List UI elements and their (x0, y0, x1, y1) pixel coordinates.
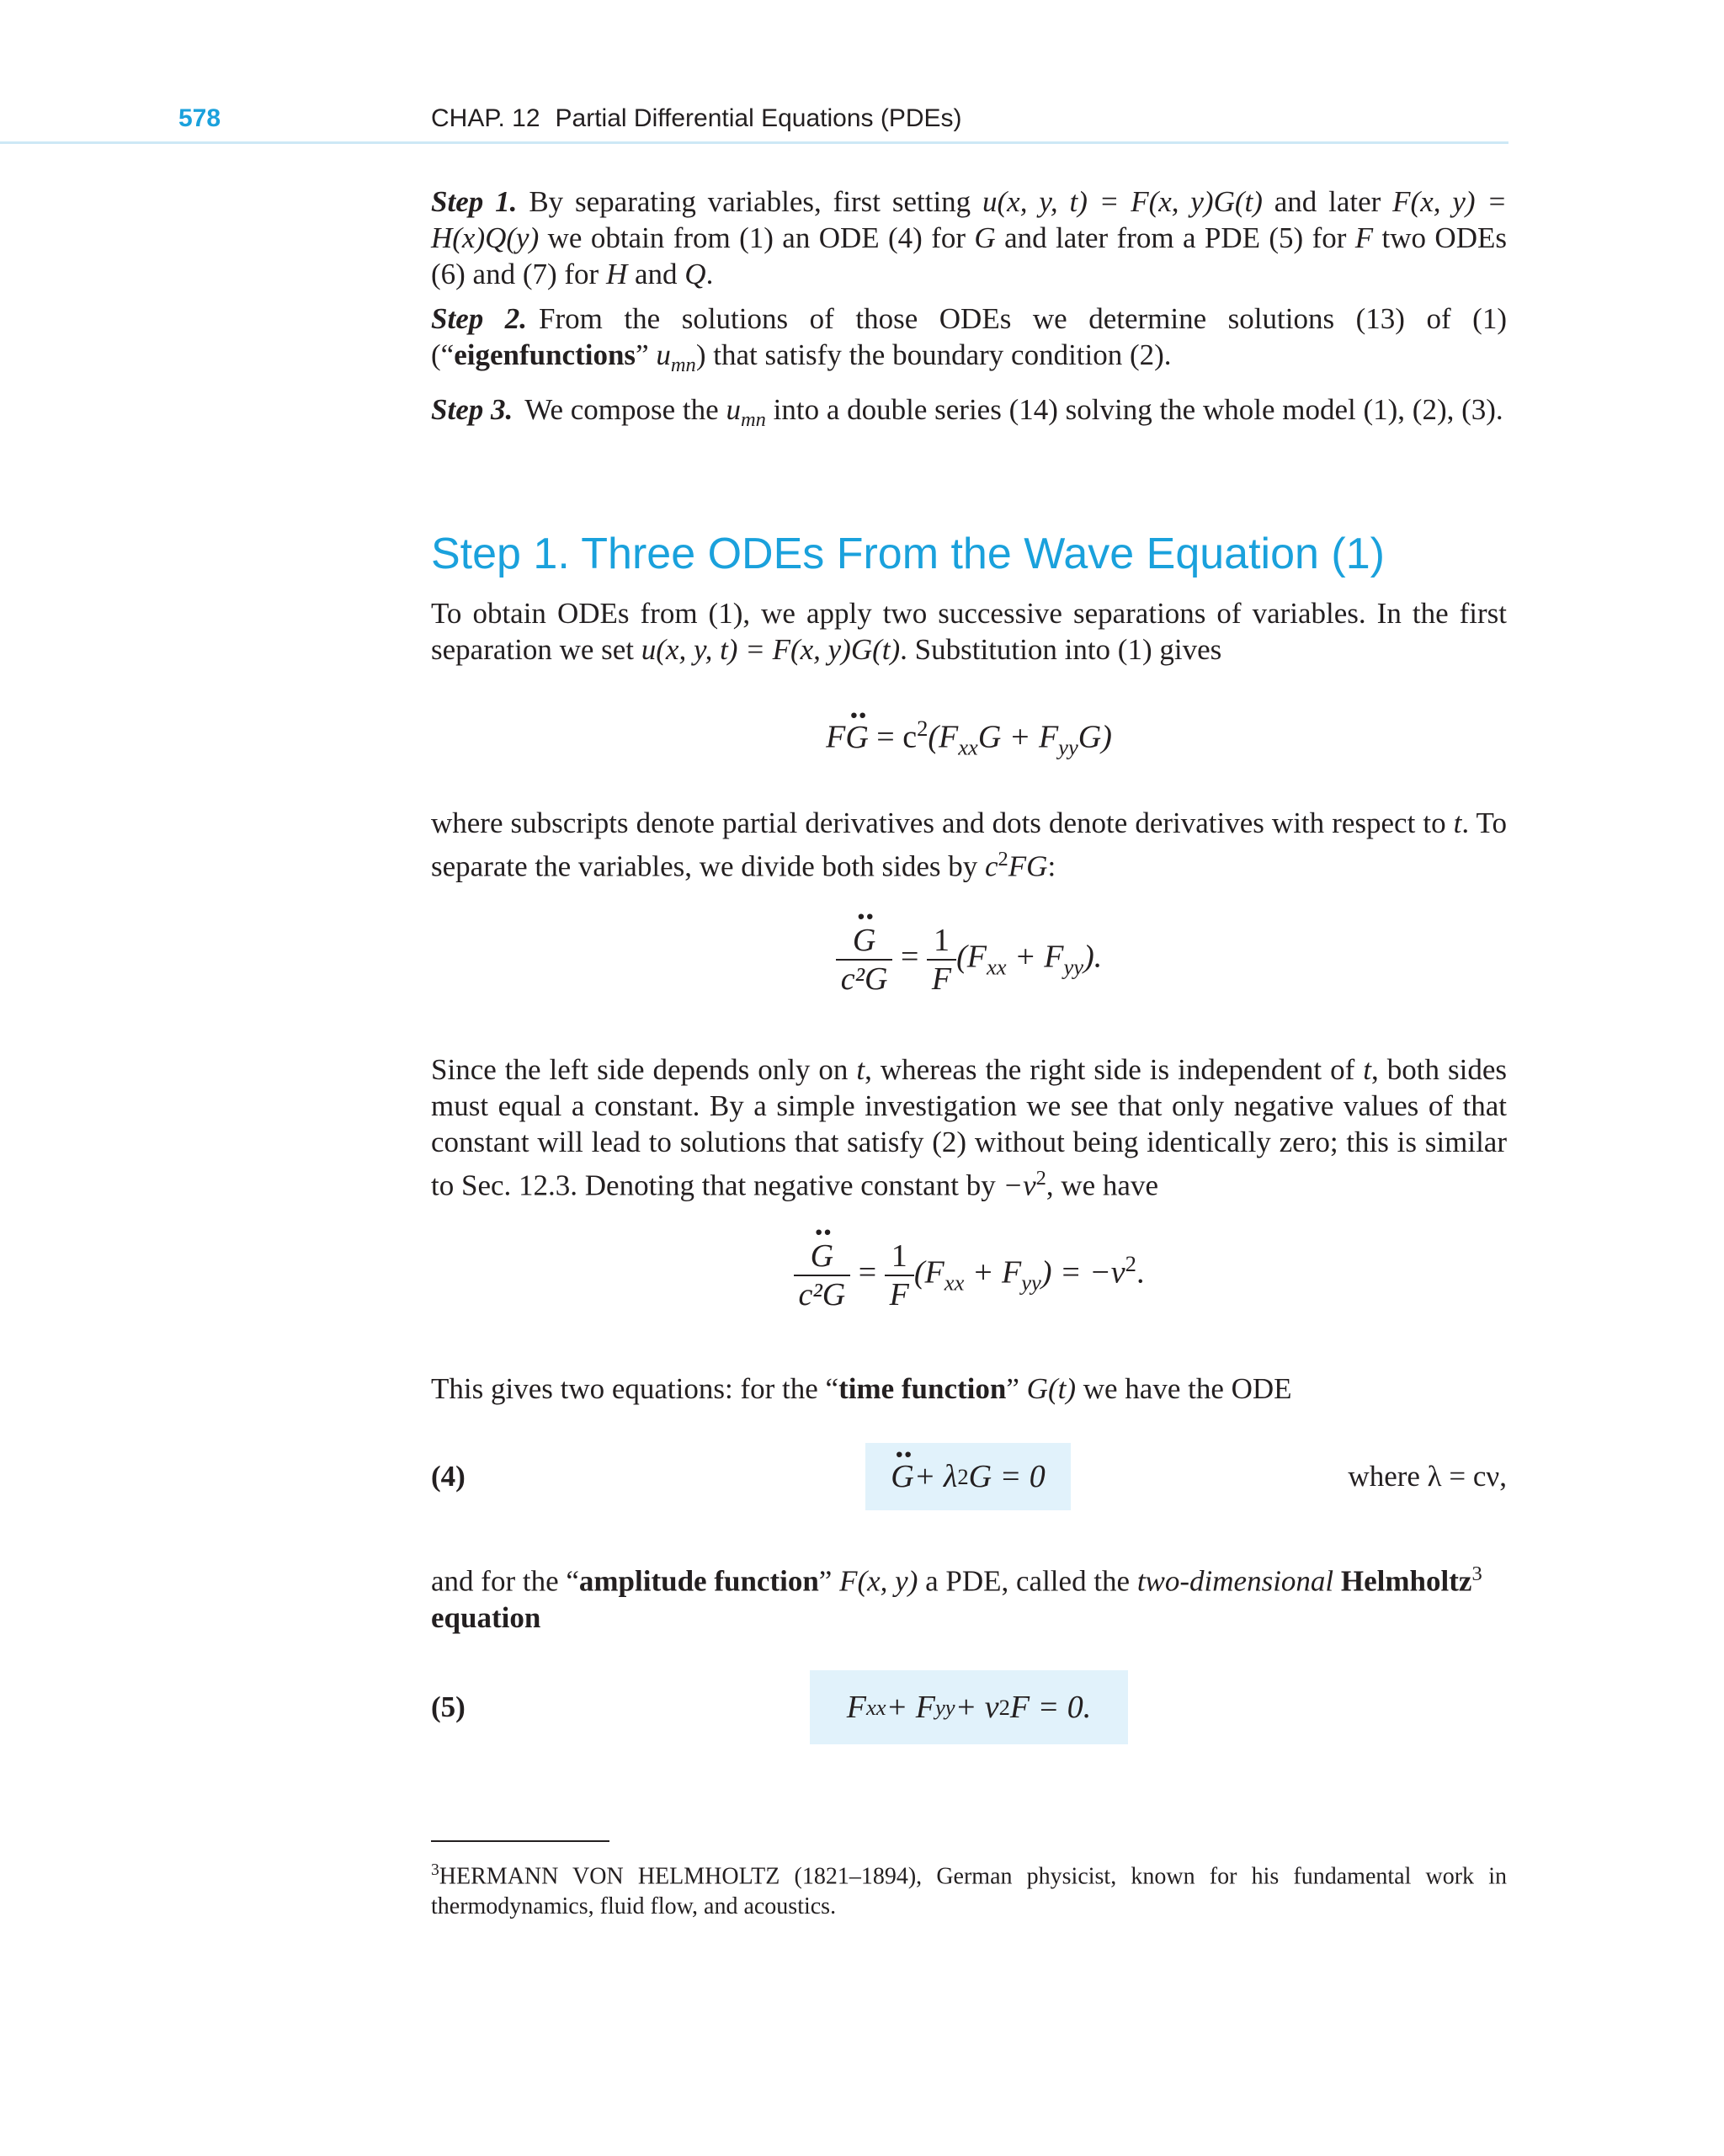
math-sub: yy (1058, 734, 1078, 760)
steps-overview (431, 184, 1507, 446)
math-G-ddot: ·· G (891, 1458, 913, 1495)
text: , whereas the right side is independent of (865, 1053, 1364, 1086)
math: F (846, 1690, 866, 1725)
math: F(x, y) = H(x)Q(y) (431, 185, 1507, 254)
math: 1 (885, 1238, 914, 1276)
math: . (1136, 1254, 1145, 1291)
math-G-ddot: ·· G (845, 719, 868, 756)
math: G (974, 221, 996, 254)
math: G = 0 (968, 1459, 1046, 1494)
math-sup: 2 (957, 1463, 969, 1489)
text: . To separate the variables, we divide both sides by (431, 807, 1507, 883)
text: ) that satisfy the boundary condition (2). (695, 338, 1172, 371)
math: F (826, 719, 846, 755)
math-G-ddot: ·· G (811, 1238, 833, 1275)
math: = (900, 939, 919, 975)
fraction (885, 1238, 914, 1313)
math-sub: xx (958, 734, 978, 760)
math: c²G (798, 1277, 846, 1312)
paragraph-5 (431, 1556, 1507, 1636)
math-sup: 2 (1035, 1167, 1046, 1190)
math-sub: yy (1063, 954, 1084, 980)
math: = (858, 1254, 877, 1291)
equation-4-row (431, 1443, 1507, 1510)
text: Since the left side depends only on (431, 1053, 857, 1086)
math: c (985, 849, 998, 883)
footnote-number: 3 (431, 1861, 439, 1879)
math-sub: yy (934, 1694, 955, 1720)
equation-5-box (810, 1670, 1128, 1744)
math: + F (1006, 939, 1064, 975)
math-sub: yy (1021, 1270, 1041, 1296)
paragraph-3 (431, 1051, 1507, 1204)
math: + ν (955, 1690, 999, 1725)
math: G + F (977, 719, 1059, 755)
footnote-rule (431, 1840, 609, 1842)
math: F(x, y) (839, 1564, 918, 1598)
text: into a double series (14) solving the whole model (1), (2), (3). (765, 393, 1503, 426)
page-number: 578 (178, 104, 221, 132)
math-sup: 2 (917, 716, 929, 741)
math-sub: xx (987, 954, 1007, 980)
equation-number-4: (4) (431, 1460, 466, 1493)
fraction (927, 922, 956, 998)
text: : (1047, 849, 1056, 883)
term-helmholtz: Helmholtz (1340, 1564, 1472, 1598)
text: a PDE, called the (918, 1564, 1137, 1598)
math: t (856, 1053, 865, 1086)
text: ” (636, 338, 657, 371)
math: u (726, 393, 741, 426)
text: . Substitution into (1) gives (900, 633, 1222, 666)
text: where subscripts denote partial derivatives and dots denote derivatives with respect to (431, 807, 1454, 839)
math: t (1363, 1053, 1372, 1086)
text: we obtain from (1) an ODE (4) for (539, 221, 975, 254)
math: ) = −ν (1040, 1254, 1125, 1291)
equation-5-row (431, 1670, 1507, 1744)
equation-separation-constant (431, 1238, 1507, 1313)
math: G) (1078, 719, 1112, 755)
math: G(t) (1026, 1372, 1076, 1405)
math: −ν (1003, 1168, 1036, 1202)
math-sub: xx (944, 1270, 965, 1296)
equation-substitution (431, 716, 1507, 760)
paragraph-2 (431, 805, 1507, 885)
math: c²G (840, 961, 888, 997)
math: (F (913, 1254, 944, 1291)
text: we have the ODE (1075, 1372, 1292, 1405)
running-title (431, 104, 962, 133)
math: u (656, 338, 671, 371)
step-2-label: Step 2. (431, 302, 528, 335)
equation-4-box (865, 1443, 1071, 1510)
text: and later (1262, 185, 1393, 218)
math: + F (964, 1254, 1022, 1291)
math: F (889, 1277, 909, 1312)
step-1-paragraph (431, 184, 1507, 292)
footnote (431, 1855, 1507, 1922)
text: ” (1006, 1372, 1027, 1405)
math-subscript: mn (670, 354, 696, 376)
math: u(x, y, t) = F(x, y)G(t) (982, 185, 1263, 218)
text: and later from a PDE (5) for (995, 221, 1355, 254)
text: We compose the (524, 393, 726, 426)
term-amplitude-function: amplitude function (578, 1564, 819, 1598)
footnote-text: HERMANN VON HELMHOLTZ (1821–1894), German physicist, known for his fundamental work in thermodynamics, fluid flow, and acoustics. (431, 1863, 1507, 1920)
footnote-mark[interactable]: 3 (1471, 1562, 1482, 1585)
math: F (931, 961, 952, 997)
text: and for the “ (431, 1564, 579, 1598)
text: By separating variables, first setting (529, 185, 983, 218)
running-header (0, 99, 1508, 144)
term-equation: equation (431, 1600, 541, 1634)
math-G-ddot: ·· G (853, 922, 875, 959)
math: FG (1008, 849, 1048, 883)
step-2-paragraph (431, 301, 1507, 383)
math: Q (684, 258, 706, 290)
math: ). (1083, 939, 1103, 975)
text: two ODEs (6) and (7) for (431, 221, 1507, 290)
text: This gives two equations: for the “ (431, 1372, 839, 1405)
text: ” (818, 1564, 840, 1598)
math: 1 (927, 922, 956, 961)
fraction (794, 1238, 851, 1313)
math-sup: 2 (998, 1694, 1010, 1720)
math: (F (928, 719, 959, 755)
fraction (836, 922, 893, 998)
equation-divided (431, 922, 1507, 998)
text: From the solutions of those ODEs we determine solutions (13) of (1) (“ (431, 302, 1507, 371)
equation-number-5: (5) (431, 1690, 466, 1723)
chapter-label: CHAP. 12 (431, 104, 540, 132)
text: To obtain ODEs from (1), we apply two successive separations of variables. In the first separation we set (431, 597, 1507, 666)
math: (F (956, 939, 987, 975)
math-sub: xx (865, 1694, 886, 1720)
math-subscript: mn (740, 408, 766, 431)
math: u(x, y, t) = F(x, y)G(t) (641, 633, 901, 666)
step-3-paragraph (431, 391, 1507, 438)
text: . (705, 258, 714, 290)
math: F = 0. (1009, 1690, 1092, 1725)
term-eigenfunctions: eigenfunctions (454, 338, 636, 371)
math: + F (886, 1690, 935, 1725)
text-italic: two-dimensional (1136, 1564, 1334, 1598)
paragraph-1 (431, 595, 1507, 668)
math: t (1453, 807, 1462, 839)
text: and (627, 258, 685, 290)
term-time-function: time function (838, 1372, 1007, 1405)
math: F (1354, 221, 1374, 254)
step-3-label: Step 3. (431, 393, 513, 426)
chapter-title: Partial Differential Equations (PDEs) (555, 104, 962, 132)
math: H (605, 258, 628, 290)
step-1-label: Step 1. (431, 185, 518, 218)
math: + λ (913, 1459, 958, 1494)
math-sup: 2 (1125, 1251, 1136, 1277)
equation-4-condition: where λ = cν, (1348, 1460, 1507, 1493)
paragraph-4 (431, 1371, 1507, 1407)
math: = c (868, 719, 918, 755)
text: , both sides must equal a constant. By a simple investigation we see that only negative values of that constant will lead to solutions that satisfy (2) without being identically zero; this is similar to Sec. 12.3. Denoting that negative constant by (431, 1053, 1507, 1202)
math-sup: 2 (998, 848, 1008, 870)
section-heading: Step 1. Three ODEs From the Wave Equation (1) (431, 530, 1385, 578)
text (1333, 1565, 1341, 1598)
text: , we have (1046, 1168, 1158, 1202)
